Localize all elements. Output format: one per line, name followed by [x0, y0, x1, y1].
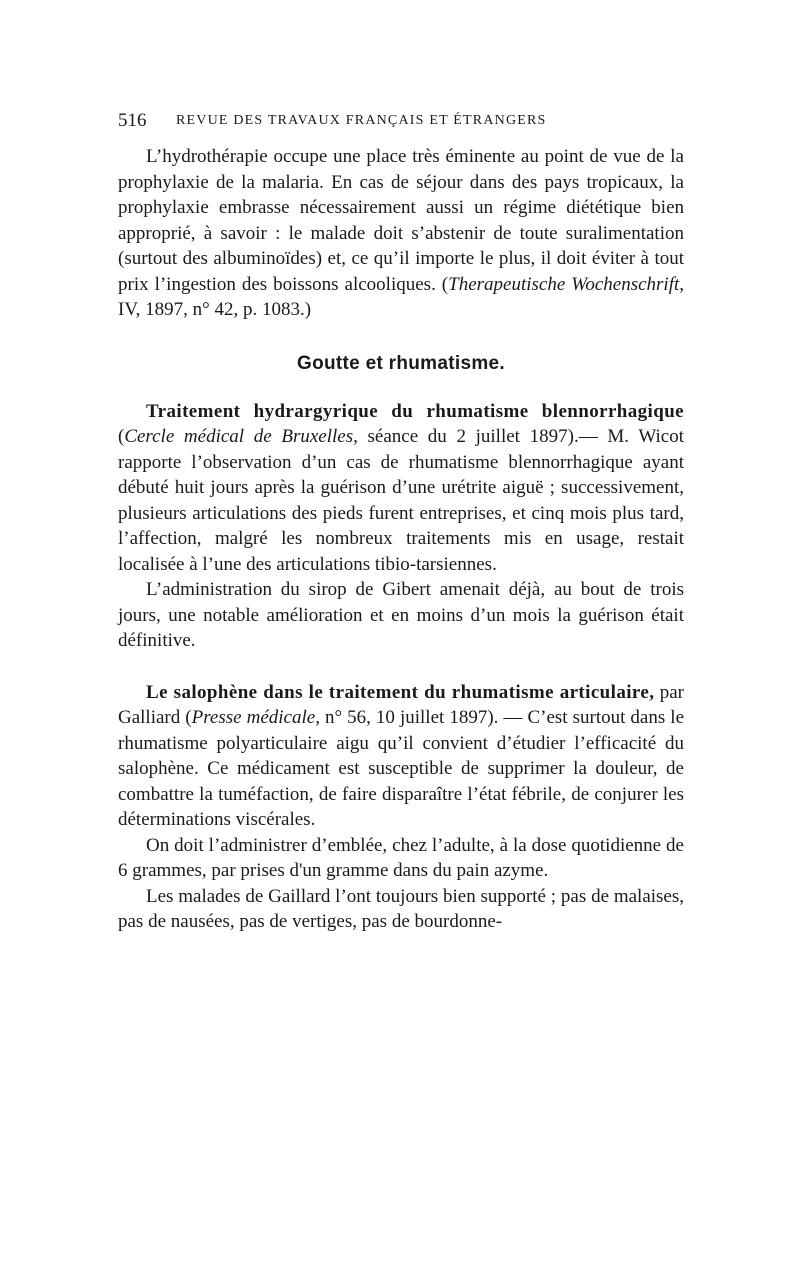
hydrotherapy-text: L’hydrothérapie occupe une place très éminente au point de vue de la prophylaxie de la malaria. En cas de séjour dans des pays tropicaux, la prophylaxie embrasse nécessairement aussi un régime diététique bien approprié, à savoir : le malade doit s’abstenir de toute suralimentation (surtout des albuminoïdes) et, ce qu’il importe le plus, il doit éviter à tout prix l’ingestion des boissons alcooliques. ( [118, 146, 684, 295]
article2-paragraph [118, 680, 684, 833]
article1-body: séance du 2 juillet 1897).— M. Wicot rapporte l’observation d’un cas de rhumatisme blennorrhagique ayant débuté huit jours après la guérison d’une urétrite aiguë ; successivement, plusieurs articulations des pieds furent entreprises, et cinq mois plus tard, l’affection, malgré les nombreux traitements mis en usage, restait localisée à l’une des articulations tibio-tarsiennes. [118, 426, 684, 575]
article1-title: Traitement hydrargyrique du rhumatisme blennorrhagique [146, 400, 684, 422]
article-separator [118, 654, 684, 680]
article2-title: Le salophène dans le traitement du rhumatisme articulaire, [146, 681, 655, 703]
hydrotherapy-source: Therapeutische Wochenschrift, [448, 273, 684, 295]
article1-paragraph [118, 399, 684, 578]
article1-open-paren: ( [118, 426, 125, 447]
article1-source: Cercle médical de Bruxelles, [124, 426, 358, 447]
section-heading: Goutte et rhumatisme. [297, 352, 505, 374]
journal-title: REVUE DES TRAVAUX FRANÇAIS ET ÉTRANGERS [176, 113, 547, 128]
running-header [118, 110, 684, 144]
article2-paragraph-2: On doit l’administrer d’emblée, chez l’adulte, à la dose quotidienne de 6 grammes, par prises d'un gramme dans du pain azyme. [118, 834, 684, 881]
document-page [118, 110, 684, 935]
page-number: 516 [118, 110, 147, 131]
article1-paragraph-2: L’administration du sirop de Gibert amenait déjà, au bout de trois jours, une notable amélioration et en moins d’un mois la guérison était définitive. [118, 579, 684, 651]
article2-source: Presse médicale, [191, 707, 320, 728]
article2-paragraph-3: Les malades de Gaillard l’ont toujours bien supporté ; pas de malaises, pas de nausées, pas de vertiges, pas de bourdonne- [118, 885, 684, 932]
article2-body: n° 56, 10 juillet 1897). — C’est surtout dans le rhumatisme polyarticulaire aigu qu’il convient d’étudier l’efficacité du salophène. Ce médicament est susceptible de supprimer la douleur, de combattre la tuméfaction, de faire disparaître l’état fébrile, de conjurer les déterminations viscérales. [118, 707, 685, 830]
hydrotherapy-reference: IV, 1897, n° 42, p. 1083.) [118, 299, 312, 320]
article2-byline: par Galliard ( [118, 681, 684, 728]
hydrotherapy-paragraph [118, 144, 684, 323]
